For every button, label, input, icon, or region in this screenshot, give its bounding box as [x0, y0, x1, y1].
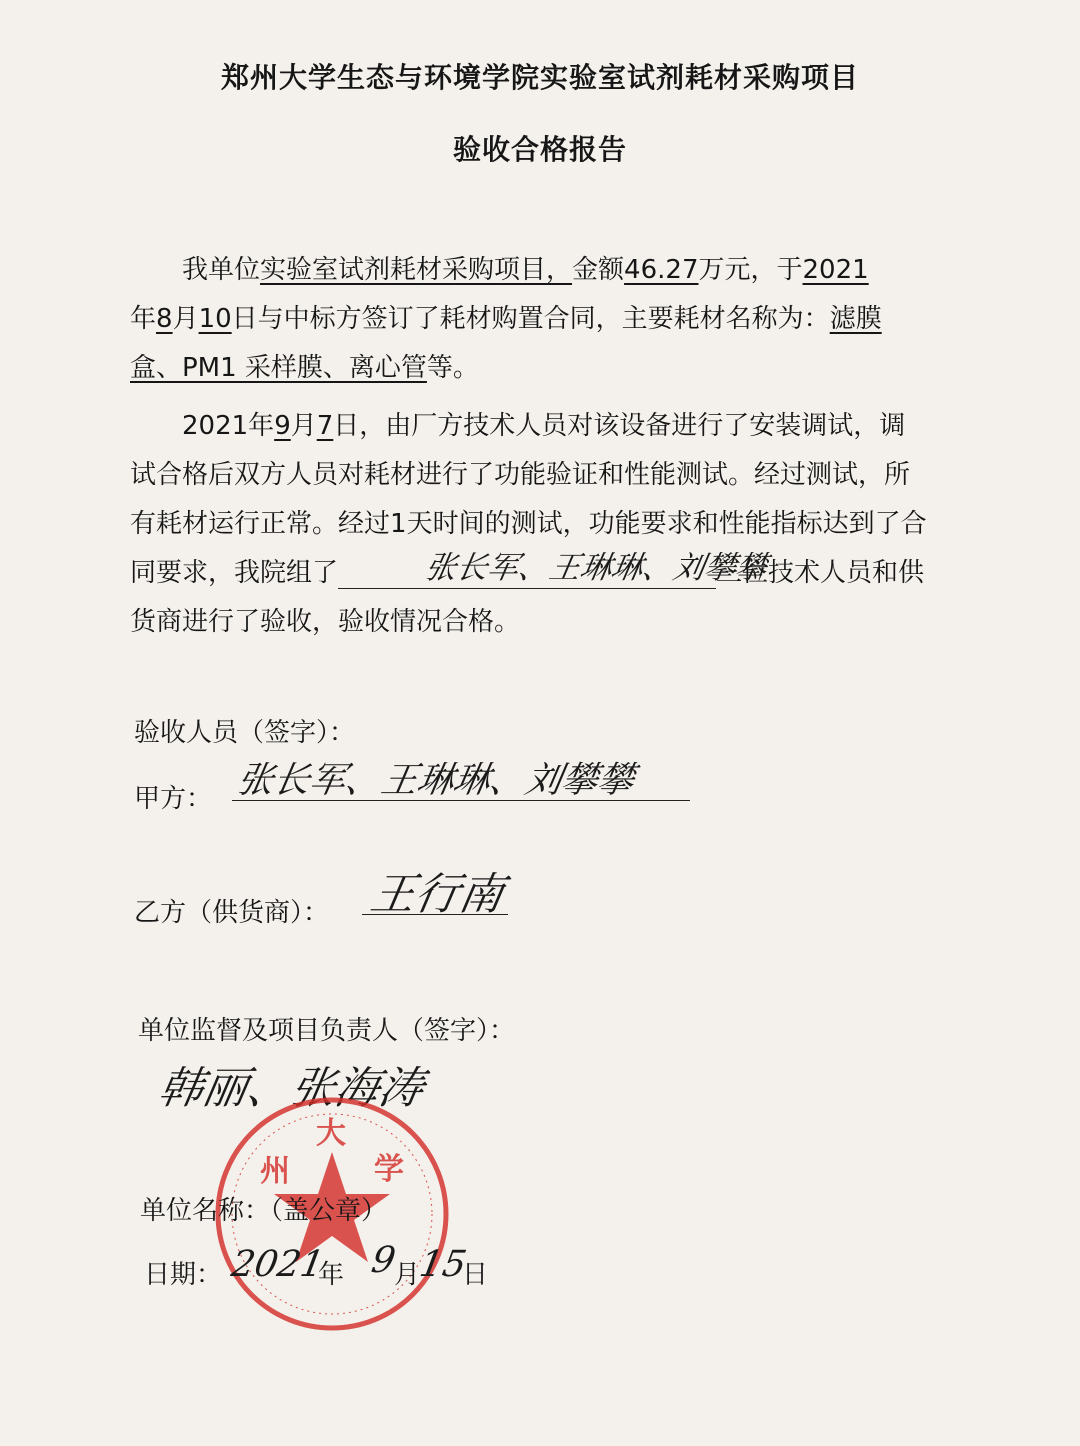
party-a-signatures: 张长军、王琳琳、刘攀攀	[233, 760, 638, 801]
date-month-unit: 月	[394, 1260, 421, 1290]
project-name: 实验室试剂耗材采购项目，	[260, 255, 573, 285]
text-segment: 万元，于	[698, 255, 803, 285]
text-segment: 三位技术人员和供货商进行了验收，验收情况合格。	[130, 558, 925, 637]
paragraph-acceptance	[130, 402, 930, 647]
inline-signatures: 张长军、王琳琳、刘攀攀	[422, 550, 770, 586]
consumable-items: 滤膜盒、PM1 采样膜、离心管	[130, 304, 882, 383]
date-year-unit: 年	[318, 1260, 345, 1290]
text-segment: 金额	[572, 255, 625, 285]
test-duration: 1	[390, 509, 407, 539]
document-title: 郑州大学生态与环境学院实验室试剂耗材采购项目	[220, 61, 859, 94]
test-year: 2021	[182, 411, 249, 441]
seal-char: 学	[374, 1152, 404, 1187]
text-segment: 日与中标方签订了耗材购置合同，主要耗材名称为：	[231, 304, 830, 334]
date-year-handwritten: 2021	[228, 1244, 328, 1285]
text-segment: 天时间的测试，功能要求和性能指标达到了合同要求，我院组了	[130, 509, 927, 588]
text-segment: 日，由厂方技术人员对该设备进行了安装调试，调试合格后双方人员对耗材进行了功能验证和性能测试。经过测试，所有耗材运行正常。经过	[130, 411, 911, 539]
date-label: 日期：	[144, 1260, 223, 1290]
test-month: 9	[274, 411, 291, 441]
party-b-signature: 王行南	[366, 869, 508, 920]
paragraph-contract	[130, 246, 930, 393]
date-day-unit: 日	[462, 1260, 489, 1290]
contract-day: 10	[198, 304, 232, 334]
seal-char: 大	[316, 1116, 346, 1151]
date-month-handwritten: 9	[368, 1240, 399, 1281]
test-day: 7	[316, 411, 334, 441]
supervisor-signatures: 韩丽、张海涛	[154, 1063, 428, 1114]
supervisor-label: 单位监督及项目负责人（签字）：	[138, 1016, 516, 1046]
party-b-label: 乙方（供货商）：	[134, 898, 330, 928]
acceptance-label: 验收人员（签字）：	[134, 718, 356, 748]
text-segment: 年	[248, 411, 275, 441]
contract-amount: 46.27	[624, 255, 699, 285]
seal-char: 州	[260, 1154, 290, 1189]
party-a-label: 甲方：	[134, 784, 213, 814]
contract-month: 8	[156, 304, 173, 334]
text-segment: 月	[290, 411, 317, 441]
unit-name-label: 单位名称：（盖公章）	[140, 1196, 388, 1226]
text-segment: 我单位	[182, 255, 261, 285]
text-segment: 月	[172, 304, 199, 334]
date-day-handwritten: 15	[416, 1244, 470, 1285]
document-subtitle: 验收合格报告	[452, 133, 627, 166]
contract-year: 2021	[802, 255, 869, 285]
text-segment: 等。	[426, 353, 479, 383]
text-segment: 年	[130, 304, 157, 334]
